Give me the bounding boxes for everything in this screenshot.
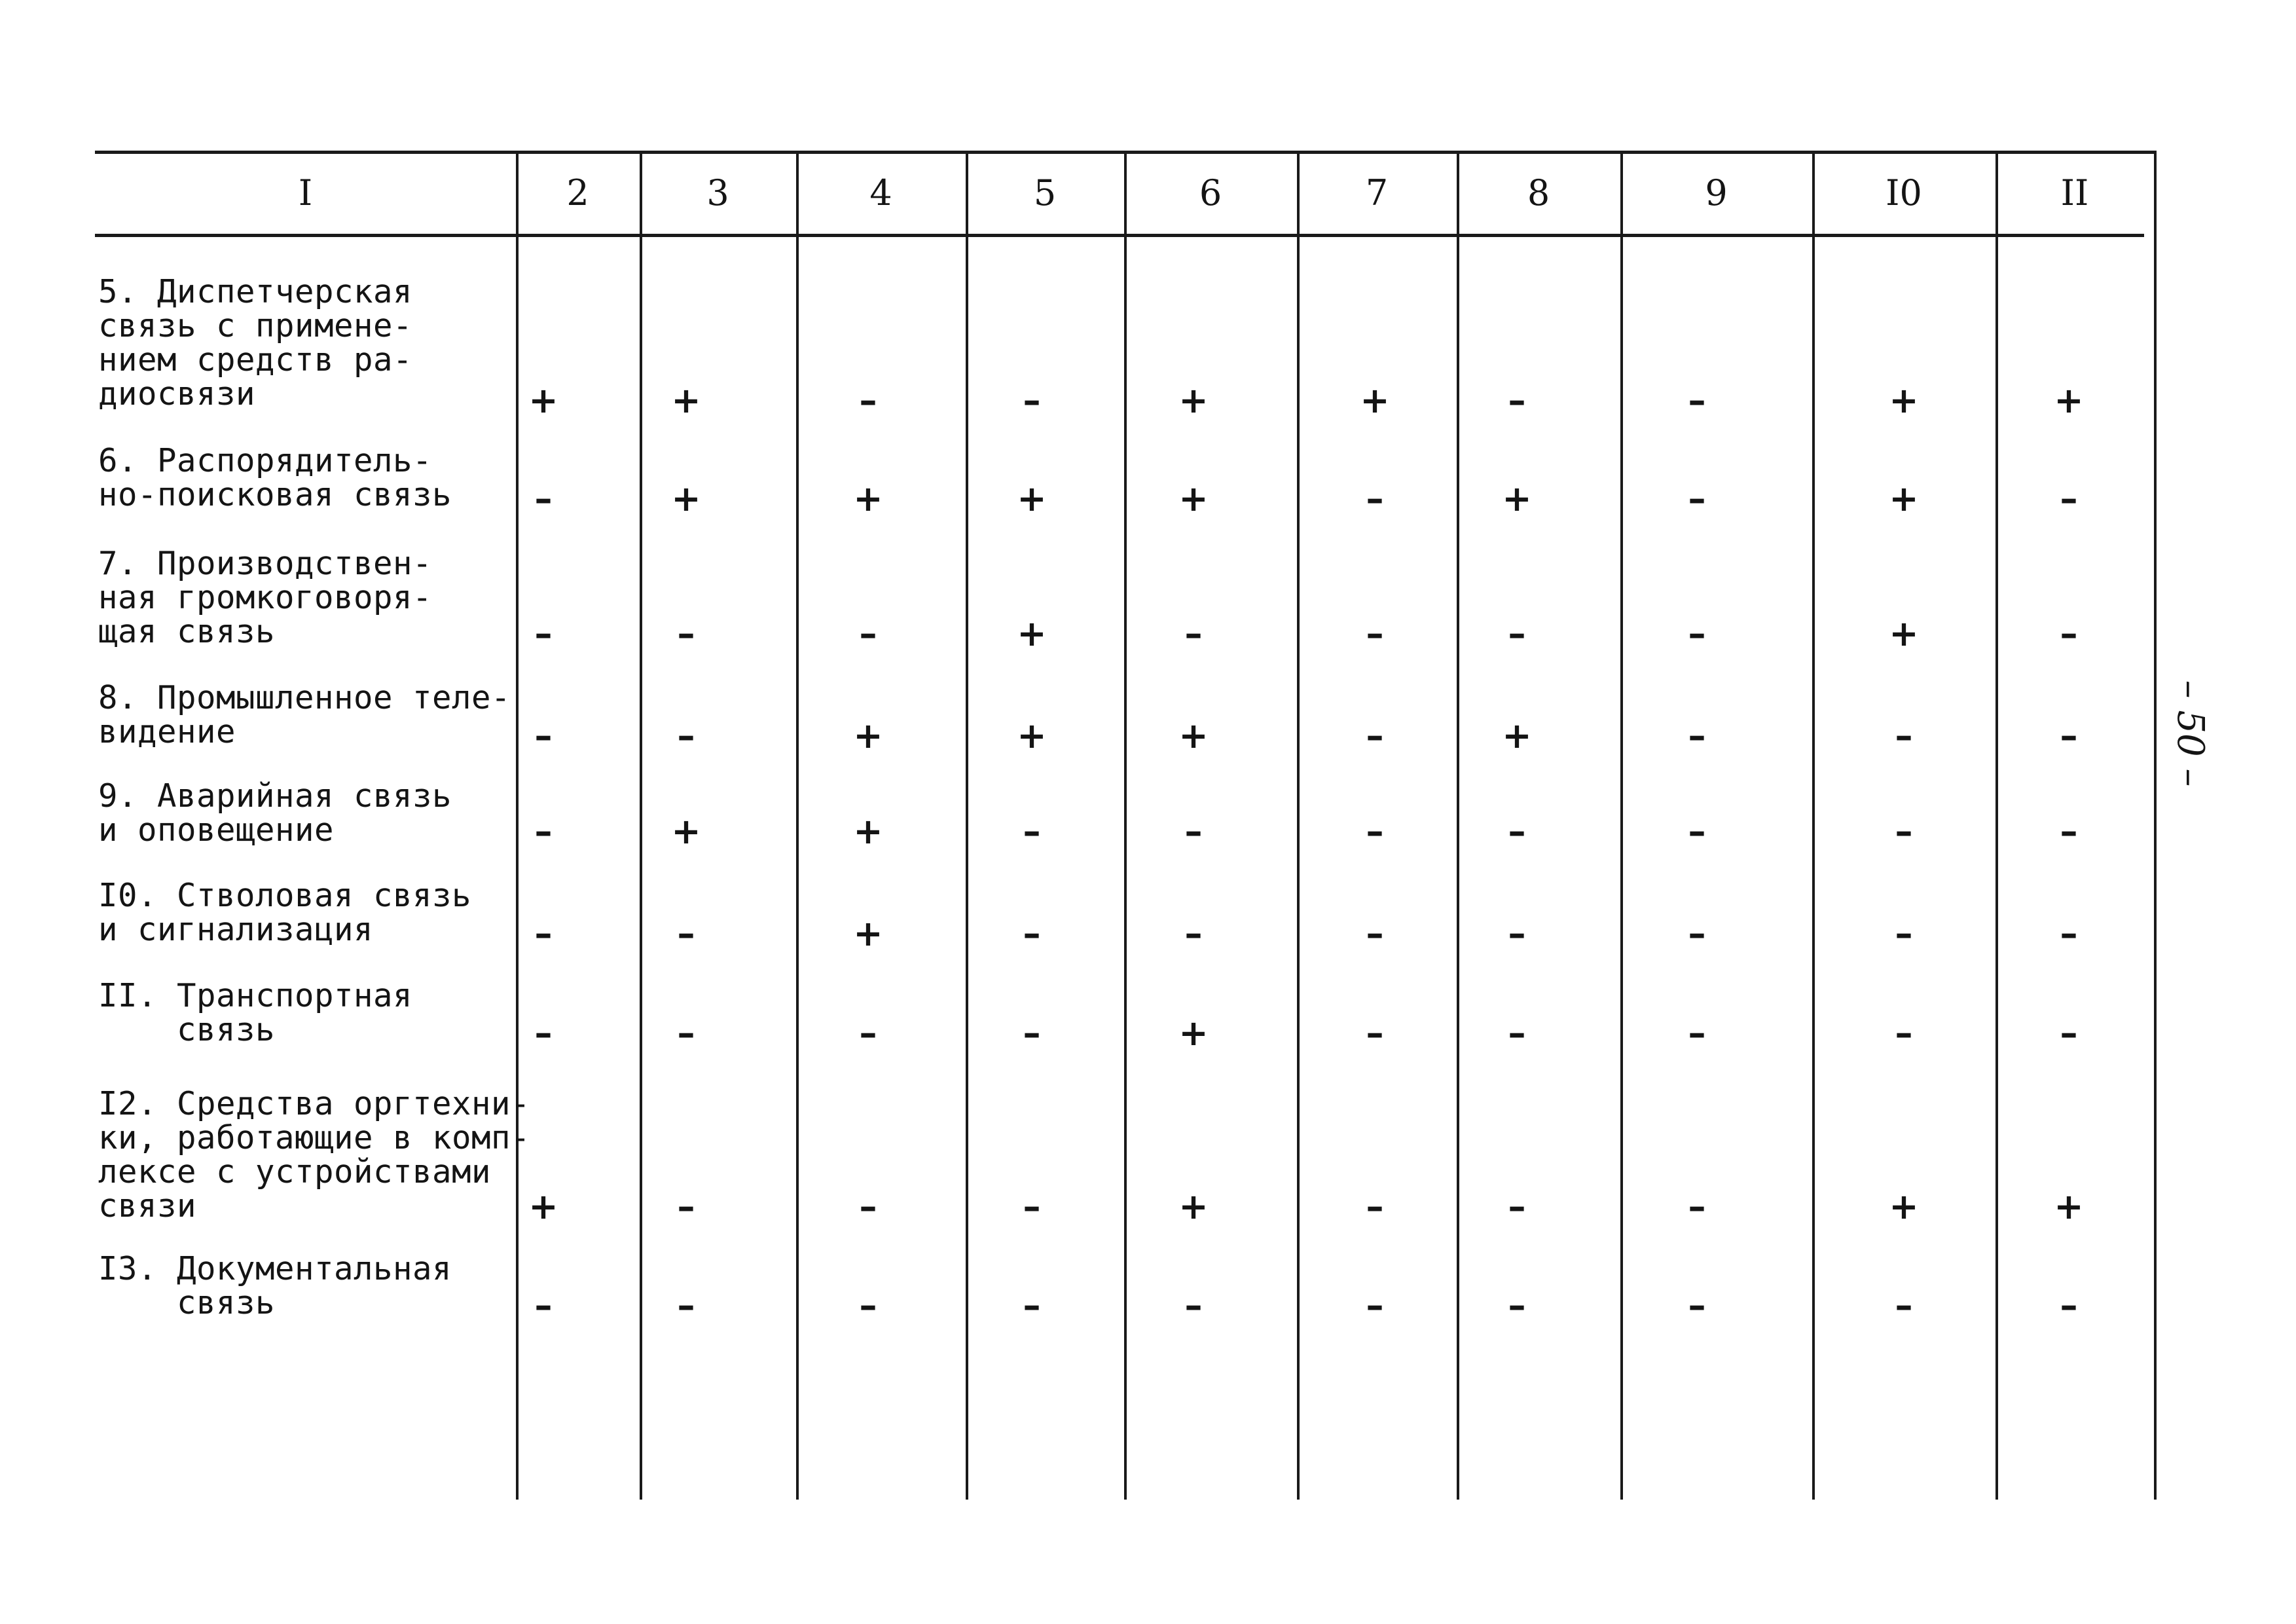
- minus-mark: –: [1508, 913, 1526, 954]
- plus-mark: +: [1502, 715, 1532, 756]
- plus-mark: +: [2054, 1186, 2084, 1227]
- column-divider: [1457, 151, 1459, 1500]
- row-label: 7. Производствен- ная громкоговоря- щая связь: [98, 545, 433, 650]
- plus-mark: +: [528, 1186, 558, 1227]
- minus-mark: –: [2060, 811, 2078, 852]
- minus-mark: –: [1366, 1186, 1384, 1227]
- minus-mark: –: [859, 613, 877, 654]
- minus-mark: –: [1895, 913, 1913, 954]
- plus-mark: +: [1889, 478, 1919, 519]
- document-page: I 2 3 4 5 6 7 8 9 I0 II 5. Диспетчерская связь с примене- нием средств ра- диосвязи + + – – + + – – + + 6. Распорядитель- но-поисковая связь – + + + + – + – + – 7. Производствен- ная громкоговоря- щая связь – – – + – – – – + – 8. Промышленное теле- видение – – + + + – + – – – 9. Аварийная связь и оповещение – + + – – – – – – – I0. Стволовая связь и сигнализация – – + – – – – – – – II. Транспортная связь – – – – + – – – – – I2. Средства оргтехни- ки, работающие в комп- лексе с устройствами связи + – – – + – – – + + I3. Документальная связь – – – – – – – – – – – 50 –: [0, 0, 2296, 1624]
- column-divider: [796, 151, 799, 1500]
- minus-mark: –: [1366, 1285, 1384, 1326]
- plus-mark: +: [1017, 715, 1047, 756]
- minus-mark: –: [1895, 1012, 1913, 1054]
- plus-mark: +: [1178, 478, 1209, 519]
- minus-mark: –: [2060, 478, 2078, 519]
- minus-mark: –: [2060, 1285, 2078, 1326]
- minus-mark: –: [534, 613, 553, 654]
- plus-mark: +: [853, 478, 883, 519]
- plus-mark: +: [1178, 715, 1209, 756]
- plus-mark: +: [1178, 1012, 1209, 1054]
- minus-mark: –: [1688, 1186, 1706, 1227]
- minus-mark: –: [1688, 1285, 1706, 1326]
- plus-mark: +: [671, 811, 701, 852]
- minus-mark: –: [1023, 1186, 1041, 1227]
- minus-mark: –: [1688, 811, 1706, 852]
- plus-mark: +: [1178, 380, 1209, 421]
- minus-mark: –: [1508, 1012, 1526, 1054]
- minus-mark: –: [1366, 613, 1384, 654]
- minus-mark: –: [1366, 1012, 1384, 1054]
- row-label: 9. Аварийная связь и оповещение: [98, 777, 452, 849]
- minus-mark: –: [677, 1012, 695, 1054]
- column-header: 5: [1033, 172, 1057, 213]
- minus-mark: –: [1023, 1285, 1041, 1326]
- plus-mark: +: [1889, 380, 1919, 421]
- minus-mark: –: [1184, 913, 1203, 954]
- plus-mark: +: [2054, 380, 2084, 421]
- minus-mark: –: [1688, 478, 1706, 519]
- minus-mark: –: [1023, 913, 1041, 954]
- plus-mark: +: [853, 811, 883, 852]
- minus-mark: –: [2060, 913, 2078, 954]
- minus-mark: –: [1895, 1285, 1913, 1326]
- row-label: II. Транспортная связь: [98, 977, 413, 1048]
- minus-mark: –: [1023, 380, 1041, 421]
- minus-mark: –: [1895, 811, 1913, 852]
- minus-mark: –: [1366, 478, 1384, 519]
- minus-mark: –: [1688, 1012, 1706, 1054]
- column-divider: [1124, 151, 1127, 1500]
- column-header: 2: [566, 172, 589, 213]
- plus-mark: +: [1889, 613, 1919, 654]
- row-label: I2. Средства оргтехни- ки, работающие в комп- лексе с устройствами связи: [98, 1085, 531, 1225]
- minus-mark: –: [1508, 1186, 1526, 1227]
- column-header: 4: [869, 172, 892, 213]
- header-bottom-rule: [95, 234, 2144, 237]
- minus-mark: –: [2060, 715, 2078, 756]
- column-divider: [1620, 151, 1623, 1500]
- column-divider: [1297, 151, 1300, 1500]
- minus-mark: –: [534, 1285, 553, 1326]
- plus-mark: +: [853, 913, 883, 954]
- minus-mark: –: [859, 1186, 877, 1227]
- minus-mark: –: [1508, 811, 1526, 852]
- column-header: 7: [1365, 172, 1389, 213]
- row-label: I3. Документальная связь: [98, 1250, 452, 1321]
- minus-mark: –: [1895, 715, 1913, 756]
- minus-mark: –: [1366, 811, 1384, 852]
- column-header: II: [2060, 172, 2089, 213]
- row-label: 6. Распорядитель- но-поисковая связь: [98, 442, 452, 513]
- column-header: 8: [1527, 172, 1550, 213]
- minus-mark: –: [859, 1285, 877, 1326]
- plus-mark: +: [1017, 478, 1047, 519]
- plus-mark: +: [853, 715, 883, 756]
- column-header: 3: [706, 172, 729, 213]
- minus-mark: –: [534, 1012, 553, 1054]
- minus-mark: –: [1688, 715, 1706, 756]
- plus-mark: +: [1889, 1186, 1919, 1227]
- minus-mark: –: [677, 613, 695, 654]
- plus-mark: +: [528, 380, 558, 421]
- column-header: 6: [1199, 172, 1222, 213]
- minus-mark: –: [859, 380, 877, 421]
- minus-mark: –: [677, 913, 695, 954]
- minus-mark: –: [677, 1285, 695, 1326]
- column-divider: [1995, 151, 1998, 1500]
- column-divider: [2154, 151, 2157, 1500]
- column-divider: [640, 151, 642, 1500]
- minus-mark: –: [859, 1012, 877, 1054]
- row-label: I0. Стволовая связь и сигнализация: [98, 877, 472, 948]
- minus-mark: –: [1184, 1285, 1203, 1326]
- column-header: I0: [1886, 172, 1922, 213]
- minus-mark: –: [2060, 1012, 2078, 1054]
- minus-mark: –: [534, 811, 553, 852]
- minus-mark: –: [1508, 1285, 1526, 1326]
- plus-mark: +: [671, 478, 701, 519]
- minus-mark: –: [1688, 380, 1706, 421]
- minus-mark: –: [1366, 715, 1384, 756]
- minus-mark: –: [1184, 811, 1203, 852]
- minus-mark: –: [534, 715, 553, 756]
- minus-mark: –: [1366, 913, 1384, 954]
- minus-mark: –: [1688, 613, 1706, 654]
- plus-mark: +: [1360, 380, 1390, 421]
- minus-mark: –: [1184, 613, 1203, 654]
- minus-mark: –: [1508, 613, 1526, 654]
- minus-mark: –: [534, 478, 553, 519]
- plus-mark: +: [1178, 1186, 1209, 1227]
- minus-mark: –: [1688, 913, 1706, 954]
- column-header: 9: [1705, 172, 1728, 213]
- minus-mark: –: [1508, 380, 1526, 421]
- plus-mark: +: [1502, 478, 1532, 519]
- column-divider: [966, 151, 968, 1500]
- minus-mark: –: [677, 715, 695, 756]
- minus-mark: –: [1023, 1012, 1041, 1054]
- minus-mark: –: [534, 913, 553, 954]
- row-label: 5. Диспетчерская связь с примене- нием средств ра- диосвязи: [98, 273, 413, 413]
- minus-mark: –: [677, 1186, 695, 1227]
- minus-mark: –: [1023, 811, 1041, 852]
- plus-mark: +: [671, 380, 701, 421]
- row-label: 8. Промышленное теле- видение: [98, 679, 511, 750]
- column-header: I: [298, 172, 313, 213]
- plus-mark: +: [1017, 613, 1047, 654]
- column-divider: [1812, 151, 1815, 1500]
- minus-mark: –: [2060, 613, 2078, 654]
